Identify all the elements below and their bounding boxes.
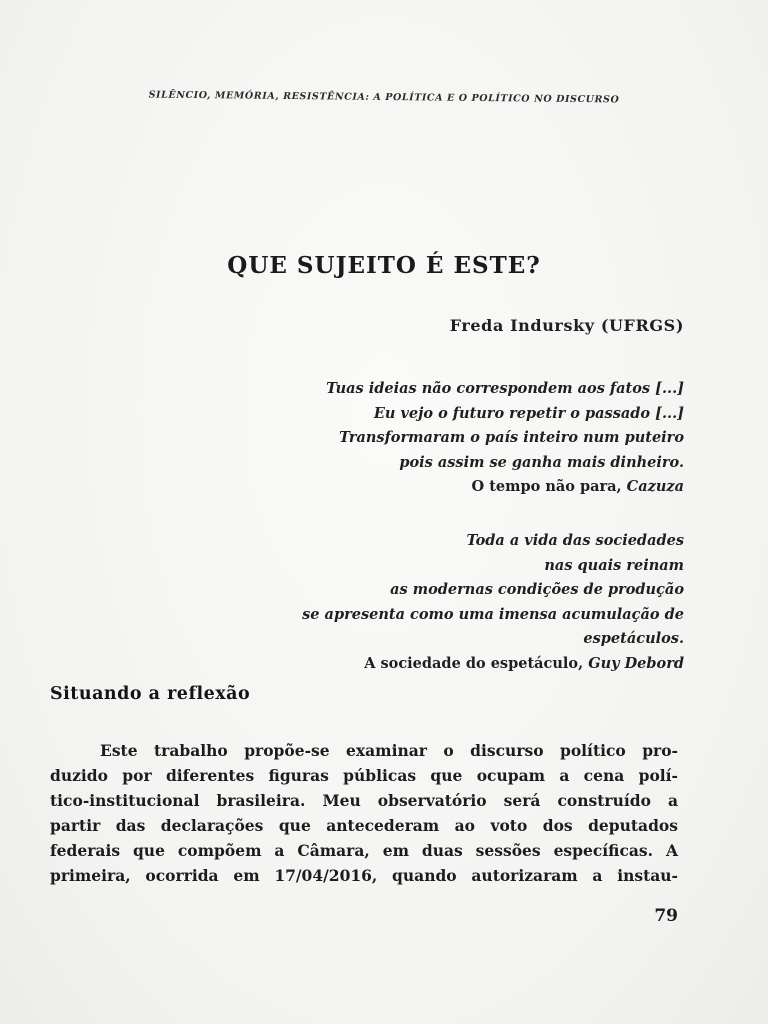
epigraph-author: Guy Debord xyxy=(588,654,684,672)
running-head: SILÊNCIO, MEMÓRIA, RESISTÊNCIA: A POLÍTICA E O POLÍTICO NO DISCURSO xyxy=(148,89,620,106)
chapter-author: Freda Indursky (UFRGS) xyxy=(449,316,684,335)
body-line: federais que compõem a Câmara, em duas sessões específicas. A xyxy=(50,841,678,860)
epigraph-source: O tempo não para, xyxy=(471,478,627,495)
epigraph-line: se apresenta como uma imensa acumulação de xyxy=(302,605,684,623)
body-line: primeira, ocorrida em 17/04/2016, quando autorizaram a instau- xyxy=(50,866,678,885)
body-line: Este trabalho propõe-se examinar o discurso político pro- xyxy=(100,741,678,760)
body-line: duzido por diferentes figuras públicas que ocupam a cena polí- xyxy=(50,766,678,785)
epigraph-line: pois assim se ganha mais dinheiro. xyxy=(399,453,684,471)
epigraph-line: as modernas condições de produção xyxy=(390,581,684,598)
epigraph-line: Eu vejo o futuro repetir o passado [...] xyxy=(373,404,684,422)
epigraph-attribution xyxy=(302,652,684,677)
epigraph-author: Cazuza xyxy=(626,478,684,495)
section-heading: Situando a reflexão xyxy=(50,684,251,704)
epigraph-line: espetáculos. xyxy=(583,630,684,647)
epigraph-line: nas quais reinam xyxy=(544,556,684,574)
epigraph-source: A sociedade do espetáculo, xyxy=(364,654,589,672)
epigraph-attribution xyxy=(326,475,684,500)
body-paragraph xyxy=(50,738,678,888)
body-line: tico-institucional brasileira. Meu observatório será construído a xyxy=(50,791,678,810)
epigraph-line: Toda a vida das sociedades xyxy=(466,532,684,549)
epigraph-cazuza xyxy=(326,377,684,500)
chapter-title: QUE SUJEITO É ESTE? xyxy=(227,252,541,279)
page-number: 79 xyxy=(654,906,678,926)
epigraph-debord xyxy=(302,529,684,676)
body-line: partir das declarações que antecederam ao voto dos deputados xyxy=(50,816,678,835)
epigraph-line: Tuas ideias não correspondem aos fatos [...] xyxy=(326,380,684,397)
epigraph-line: Transformaram o país inteiro num puteiro xyxy=(339,429,684,446)
